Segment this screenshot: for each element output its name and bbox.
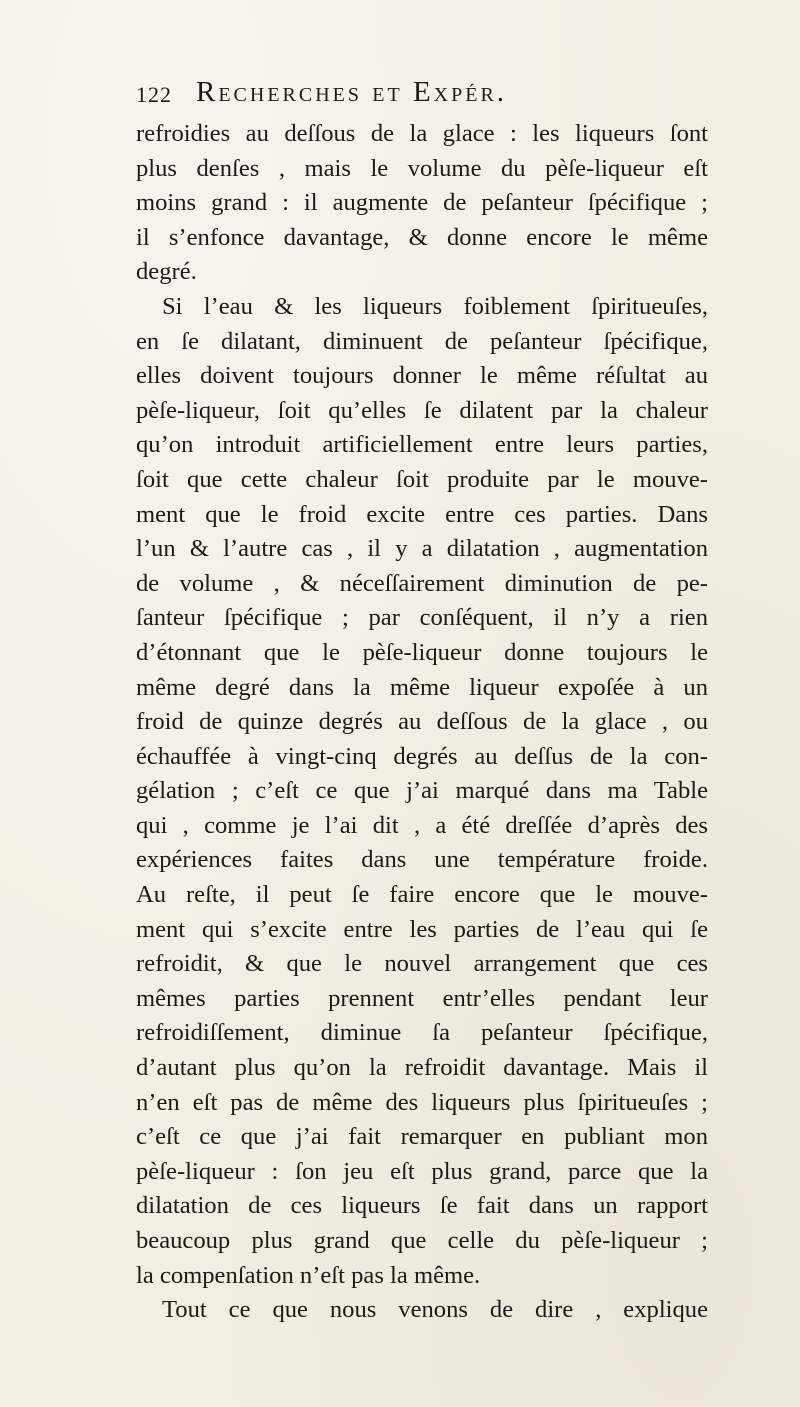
- text-line: pèſe-liqueur, ſoit qu’elles ſe dilatent par la chaleur: [136, 396, 708, 424]
- text-line: échauffée à vingt-cinq degrés au deſſus de la con-: [136, 742, 708, 770]
- text-line: refroidit, & que le nouvel arrangement que ces: [136, 950, 708, 978]
- text-line: l’un & l’autre cas , il y a dilatation , augmentation: [136, 535, 708, 563]
- text-line: ſoit que cette chaleur ſoit produite par le mouve-: [136, 465, 708, 493]
- text-line: qu’on introduit artificiellement entre leurs parties,: [136, 431, 708, 459]
- text-line: de volume , & néceſſairement diminution de pe-: [136, 569, 708, 597]
- text-line: n’en eſt pas de même des liqueurs plus ſpiritueuſes ;: [136, 1088, 708, 1116]
- text-line: elles doivent toujours donner le même réſultat au: [136, 362, 708, 390]
- text-line: qui , comme je l’ai dit , a été dreſſée d’après des: [136, 811, 708, 839]
- text-line: refroidiſſement, diminue ſa peſanteur ſpécifique,: [136, 1019, 708, 1047]
- text-line: Si l’eau & les liqueurs foiblement ſpiritueuſes,: [162, 292, 708, 320]
- text-line: expériences faites dans une température froide.: [136, 846, 708, 874]
- text-line: Au reſte, il peut ſe faire encore que le mouve-: [136, 881, 708, 909]
- text-line: froid de quinze degrés au deſſous de la glace , ou: [136, 708, 708, 736]
- text-line: pèſe-liqueur : ſon jeu eſt plus grand, parce que la: [136, 1157, 708, 1185]
- text-line: il s’enfonce davantage, & donne encore le même: [136, 223, 708, 251]
- text-line: c’eſt ce que j’ai fait remarquer en publiant mon: [136, 1123, 708, 1151]
- text-line: Tout ce que nous venons de dire , explique: [162, 1296, 708, 1324]
- body-text: [136, 117, 708, 1328]
- text-line: ment qui s’excite entre les parties de l’eau qui ſe: [136, 915, 708, 943]
- text-line: mêmes parties prennent entr’elles pendant leur: [136, 984, 708, 1012]
- text-line: d’étonnant que le pèſe-liqueur donne toujours le: [136, 638, 708, 666]
- text-line: d’autant plus qu’on la refroidit davantage. Mais il: [136, 1054, 708, 1082]
- running-header: [136, 76, 696, 116]
- running-title: Recherches et Expér.: [196, 76, 508, 108]
- text-line: beaucoup plus grand que celle du pèſe-liqueur ;: [136, 1227, 708, 1254]
- text-line: ment que le froid excite entre ces parties. Dans: [136, 500, 708, 528]
- text-line: plus denſes , mais le volume du pèſe-liqueur eſt: [136, 154, 708, 182]
- text-line: gélation ; c’eſt ce que j’ai marqué dans ma Table: [136, 777, 708, 805]
- text-line: en ſe dilatant, diminuent de peſanteur ſpécifique,: [136, 327, 708, 355]
- text-line: même degré dans la même liqueur expoſée à un: [136, 673, 708, 701]
- text-line: degré.: [136, 258, 197, 286]
- text-line: refroidies au deſſous de la glace : les liqueurs ſont: [136, 120, 708, 147]
- text-line: ſanteur ſpécifique ; par conſéquent, il n’y a rien: [136, 604, 708, 632]
- page-number: 122: [136, 82, 172, 107]
- text-line: la compenſation n’eſt pas la même.: [136, 1261, 481, 1289]
- text-line: dilatation de ces liqueurs ſe fait dans un rapport: [136, 1192, 708, 1220]
- text-line: moins grand : il augmente de peſanteur ſpécifique ;: [136, 189, 708, 217]
